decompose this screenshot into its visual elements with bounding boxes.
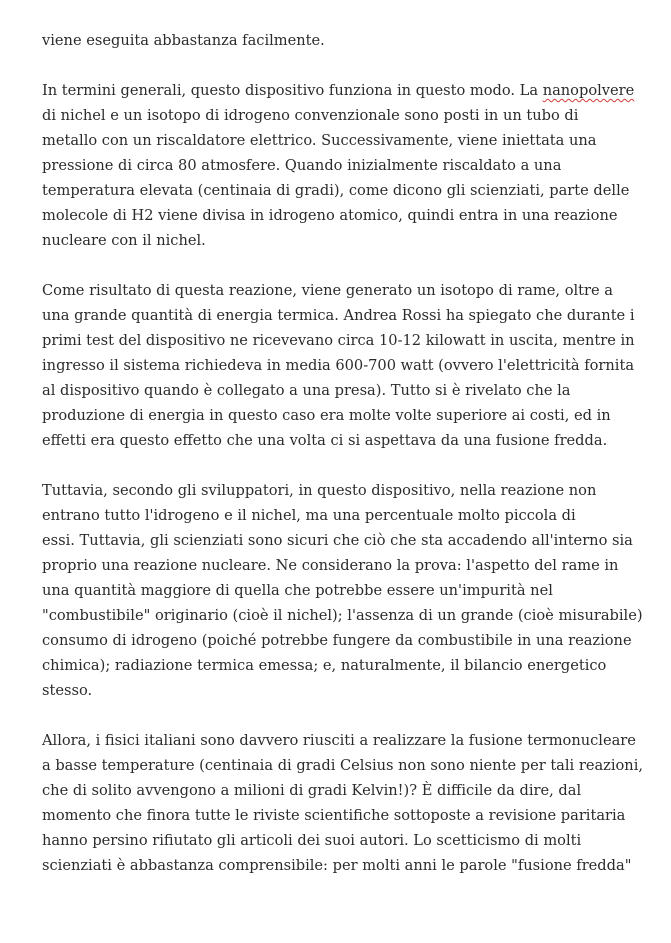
text-line: ingresso il sistema richiedeva in media 600-700 watt (ovvero l'elettricità fornita	[42, 357, 635, 374]
paragraph	[42, 728, 642, 878]
text-line: Tuttavia, secondo gli sviluppatori, in questo dispositivo, nella reazione non	[42, 482, 597, 499]
text-line: pressione di circa 80 atmosfere. Quando inizialmente riscaldato a una	[42, 157, 562, 174]
text-line: temperatura elevata (centinaia di gradi), come dicono gli scienziati, parte delle	[42, 182, 630, 199]
paragraph	[42, 78, 642, 253]
paragraph	[42, 278, 642, 453]
text-line: viene eseguita abbastanza facilmente.	[42, 32, 325, 49]
text-line: molecole di H2 viene divisa in idrogeno atomico, quindi entra in una reazione	[42, 207, 618, 224]
text-line: Come risultato di questa reazione, viene generato un isotopo di rame, oltre a	[42, 282, 613, 299]
text-line: "combustibile" originario (cioè il nichel); l'assenza di un grande (cioè misurabile)	[42, 607, 643, 624]
text-line: Allora, i fisici italiani sono davvero riusciti a realizzare la fusione termonucleare	[42, 732, 636, 749]
text-line: metallo con un riscaldatore elettrico. Successivamente, viene iniettata una	[42, 132, 597, 149]
paragraph	[42, 28, 642, 53]
misspelled-word[interactable]: nanopolvere	[542, 82, 635, 99]
text-line: essi. Tuttavia, gli scienziati sono sicuri che ciò che sta accadendo all'interno sia	[42, 532, 633, 549]
text-line: primi test del dispositivo ne ricevevano circa 10-12 kilowatt in uscita, mentre in	[42, 332, 635, 349]
text-line: una quantità maggiore di quella che potrebbe essere un'impurità nel	[42, 582, 553, 599]
text-line: hanno persino rifiutato gli articoli dei suoi autori. Lo scetticismo di molti	[42, 832, 582, 849]
document-body	[42, 28, 642, 903]
text-line: scienziati è abbastanza comprensibile: per molti anni le parole "fusione fredda"	[42, 857, 632, 874]
text-line-start: In termini generali, questo dispositivo funziona in questo modo. La	[42, 82, 543, 99]
text-line: chimica); radiazione termica emessa; e, naturalmente, il bilancio energetico	[42, 657, 607, 674]
text-line: a basse temperature (centinaia di gradi Celsius non sono niente per tali reazioni,	[42, 757, 644, 774]
text-line: consumo di idrogeno (poiché potrebbe fungere da combustibile in una reazione	[42, 632, 632, 649]
text-line: al dispositivo quando è collegato a una presa). Tutto si è rivelato che la	[42, 382, 571, 399]
text-line	[42, 78, 642, 103]
text-line: produzione di energia in questo caso era molte volte superiore ai costi, ed in	[42, 407, 611, 424]
text-line: nucleare con il nichel.	[42, 232, 206, 249]
text-line: stesso.	[42, 682, 93, 699]
paragraph	[42, 478, 642, 703]
text-line: effetti era questo effetto che una volta ci si aspettava da una fusione fredda.	[42, 432, 608, 449]
text-line: proprio una reazione nucleare. Ne considerano la prova: l'aspetto del rame in	[42, 557, 619, 574]
text-line: momento che finora tutte le riviste scientifiche sottoposte a revisione paritaria	[42, 807, 626, 824]
text-line: una grande quantità di energia termica. Andrea Rossi ha spiegato che durante i	[42, 307, 635, 324]
text-line: di nichel e un isotopo di idrogeno convenzionale sono posti in un tubo di	[42, 107, 579, 124]
text-line: che di solito avvengono a milioni di gradi Kelvin!)? È difficile da dire, dal	[42, 782, 582, 799]
text-line: entrano tutto l'idrogeno e il nichel, ma una percentuale molto piccola di	[42, 507, 576, 524]
